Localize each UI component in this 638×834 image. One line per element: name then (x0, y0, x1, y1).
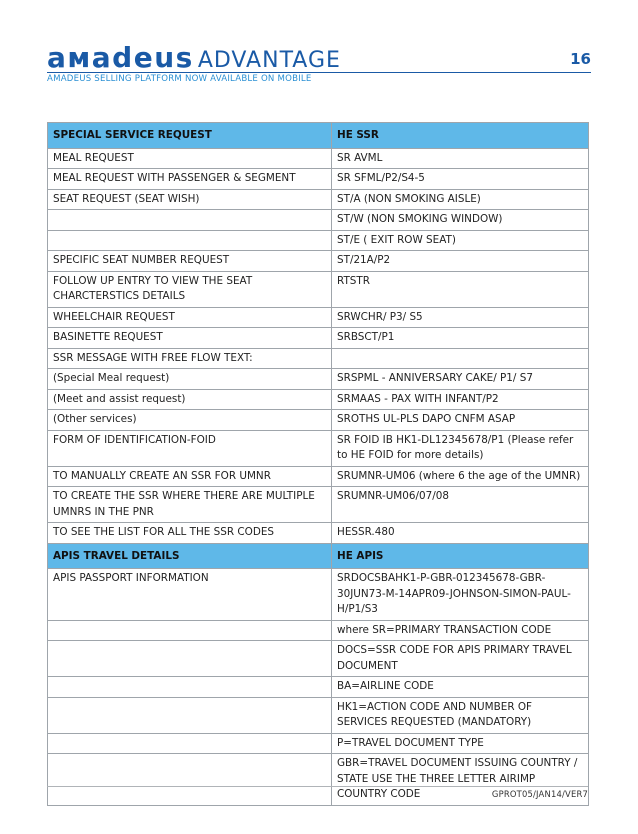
command-cell: DOCS=SSR CODE FOR APIS PRIMARY TRAVEL DOCUMENT (332, 641, 589, 677)
description-cell: FOLLOW UP ENTRY TO VIEW THE SEAT CHARCTERSTICS DETAILS (48, 271, 332, 307)
command-cell: HESSR.480 (332, 523, 589, 544)
command-cell: ST/W (NON SMOKING WINDOW) (332, 210, 589, 231)
table-section-header (48, 123, 589, 149)
command-cell: BA=AIRLINE CODE (332, 677, 589, 698)
description-cell: MEAL REQUEST (48, 148, 332, 169)
table-row (48, 523, 589, 544)
description-cell (48, 620, 332, 641)
table-row (48, 697, 589, 733)
command-cell: SRWCHR/ P3/ S5 (332, 307, 589, 328)
command-cell: HE SSR (332, 123, 589, 149)
product-name: ADVANTAGE (197, 48, 341, 73)
command-cell: SRDOCSBAHK1-P-GBR-012345678-GBR-30JUN73-M-14APR09-JOHNSON-SIMON-PAUL-H/P1/S3 (332, 569, 589, 621)
table-row (48, 569, 589, 621)
command-cell (332, 348, 589, 369)
command-cell: SROTHS UL-PLS DAPO CNFM ASAP (332, 410, 589, 431)
command-cell: SRBSCT/P1 (332, 328, 589, 349)
table-row (48, 348, 589, 369)
header-divider (47, 72, 591, 73)
table-row (48, 251, 589, 272)
description-cell: BASINETTE REQUEST (48, 328, 332, 349)
command-cell: SR SFML/P2/S4-5 (332, 169, 589, 190)
page-header (47, 40, 591, 86)
description-cell: SSR MESSAGE WITH FREE FLOW TEXT: (48, 348, 332, 369)
description-cell: (Other services) (48, 410, 332, 431)
description-cell: APIS TRAVEL DETAILS (48, 543, 332, 569)
table-row (48, 389, 589, 410)
description-cell (48, 733, 332, 754)
table-row (48, 307, 589, 328)
table-row (48, 487, 589, 523)
description-cell: TO SEE THE LIST FOR ALL THE SSR CODES (48, 523, 332, 544)
table-row (48, 733, 589, 754)
page-number: 16 (570, 50, 591, 68)
command-cell: where SR=PRIMARY TRANSACTION CODE (332, 620, 589, 641)
footer-divider (47, 786, 588, 787)
table-row (48, 410, 589, 431)
description-cell (48, 210, 332, 231)
page-subtitle: AMADEUS SELLING PLATFORM NOW AVAILABLE ON MOBILE (47, 74, 312, 84)
description-cell (48, 677, 332, 698)
command-cell: SRMAAS - PAX WITH INFANT/P2 (332, 389, 589, 410)
description-cell: WHEELCHAIR REQUEST (48, 307, 332, 328)
table-row (48, 677, 589, 698)
description-cell: TO CREATE THE SSR WHERE THERE ARE MULTIPLE UMNRS IN THE PNR (48, 487, 332, 523)
table-row (48, 328, 589, 349)
command-cell: P=TRAVEL DOCUMENT TYPE (332, 733, 589, 754)
command-cell: ST/21A/P2 (332, 251, 589, 272)
command-cell: SR AVML (332, 148, 589, 169)
description-cell: (Meet and assist request) (48, 389, 332, 410)
command-cell: ST/E ( EXIT ROW SEAT) (332, 230, 589, 251)
table-row (48, 369, 589, 390)
table-row (48, 210, 589, 231)
description-cell: SPECIFIC SEAT NUMBER REQUEST (48, 251, 332, 272)
table-row (48, 148, 589, 169)
table-row (48, 169, 589, 190)
amadeus-logo: aмadeus (47, 41, 194, 74)
description-cell: MEAL REQUEST WITH PASSENGER & SEGMENT (48, 169, 332, 190)
table-row (48, 271, 589, 307)
table-row (48, 189, 589, 210)
description-cell: (Special Meal request) (48, 369, 332, 390)
table-row (48, 466, 589, 487)
table-row (48, 641, 589, 677)
description-cell: FORM OF IDENTIFICATION-FOID (48, 430, 332, 466)
description-cell: APIS PASSPORT INFORMATION (48, 569, 332, 621)
description-cell (48, 754, 332, 806)
ssr-command-table (47, 122, 589, 806)
command-cell: RTSTR (332, 271, 589, 307)
document-code: GPROT05/JAN14/VER7 (491, 789, 588, 799)
table-row (48, 430, 589, 466)
description-cell (48, 697, 332, 733)
command-cell: HE APIS (332, 543, 589, 569)
description-cell: SPECIAL SERVICE REQUEST (48, 123, 332, 149)
command-cell: ST/A (NON SMOKING AISLE) (332, 189, 589, 210)
command-cell: SRUMNR-UM06 (where 6 the age of the UMNR) (332, 466, 589, 487)
command-cell: SRSPML - ANNIVERSARY CAKE/ P1/ S7 (332, 369, 589, 390)
description-cell (48, 641, 332, 677)
table-row (48, 620, 589, 641)
description-cell: TO MANUALLY CREATE AN SSR FOR UMNR (48, 466, 332, 487)
command-cell: GBR=TRAVEL DOCUMENT ISSUING COUNTRY / STATE USE THE THREE LETTER AIRIMP COUNTRY CODE (332, 754, 589, 806)
table-section-header (48, 543, 589, 569)
description-cell: SEAT REQUEST (SEAT WISH) (48, 189, 332, 210)
description-cell (48, 230, 332, 251)
command-cell: HK1=ACTION CODE AND NUMBER OF SERVICES REQUESTED (MANDATORY) (332, 697, 589, 733)
command-cell: SRUMNR-UM06/07/08 (332, 487, 589, 523)
command-cell: SR FOID IB HK1-DL12345678/P1 (Please refer to HE FOID for more details) (332, 430, 589, 466)
ssr-table-body (48, 123, 589, 806)
table-row (48, 230, 589, 251)
